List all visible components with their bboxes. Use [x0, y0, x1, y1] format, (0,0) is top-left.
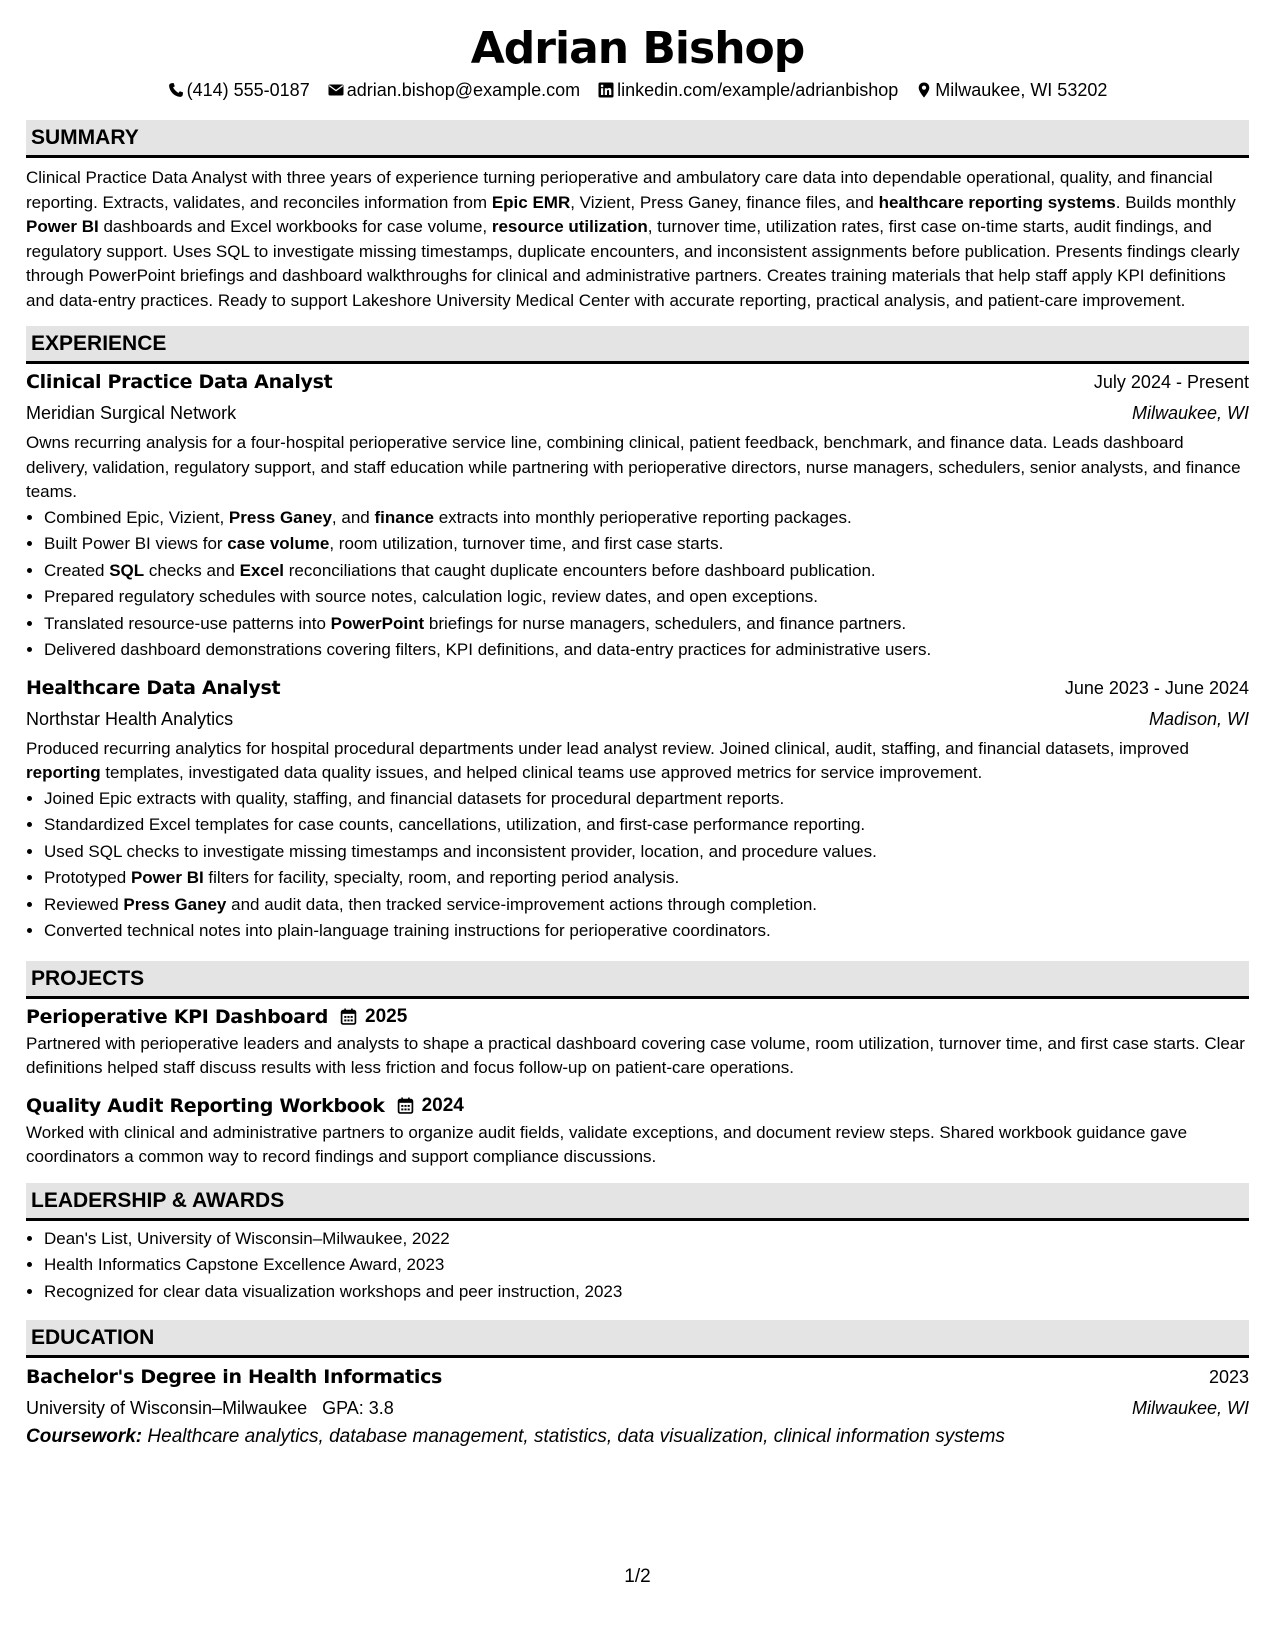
- list-item: • Translated resource-use patterns into PowerPoint briefings for nurse managers, schedulers, and finance partners.: [44, 611, 1249, 638]
- contact-location: [916, 78, 1107, 102]
- summary-keyword: healthcare reporting systems: [878, 192, 1116, 212]
- calendar-icon: [397, 1097, 414, 1114]
- project-date: [340, 1006, 407, 1028]
- contact-bar: [26, 78, 1249, 102]
- coursework: [26, 1423, 1249, 1451]
- email-text[interactable]: adrian.bishop@example.com: [346, 80, 581, 100]
- section-heading-leadership: LEADERSHIP & AWARDS: [26, 1183, 1249, 1221]
- experience-entry: [26, 367, 1249, 664]
- candidate-name: Adrian Bishop: [470, 23, 805, 74]
- project-entry: [26, 1002, 1249, 1081]
- list-item: • Joined Epic extracts with quality, staffing, and financial datasets for procedural department reports.: [44, 786, 1249, 813]
- job-header: [26, 367, 1249, 398]
- summary-text: Clinical Practice Data Analyst with three years of experience turning perioperative and ambulatory care data into dependable operational, quality, and financial reporting. Extracts, validates, and reconciles information from: [26, 168, 1213, 212]
- degree-title: Bachelor's Degree in Health Informatics: [26, 1366, 443, 1388]
- list-item: • Reviewed Press Ganey and audit data, then tracked service-improvement actions through completion.: [44, 892, 1249, 919]
- school-location: Milwaukee, WI: [1131, 1398, 1249, 1418]
- job-summary: Produced recurring analytics for hospital procedural departments under lead analyst review. Joined clinical, audit, staffing, and financial datasets, improved reporting templates, investigated data quality issues, and helped clinical teams use approved metrics for service improvement.: [26, 738, 1189, 782]
- location-text: Milwaukee, WI 53202: [935, 80, 1108, 100]
- company-name: Northstar Health Analytics: [26, 708, 234, 729]
- section-heading-education: EDUCATION: [26, 1320, 1249, 1358]
- job-dates: June 2023 - June 2024: [1064, 677, 1249, 698]
- project-header: [26, 1091, 1249, 1121]
- job-summary: Owns recurring analysis for a four-hospital perioperative service line, combining clinical, patient feedback, benchmark, and finance data. Leads dashboard delivery, validation, regulatory support, and staff education while partnering with perioperative directors, nurse managers, schedulers, senior analysts, and finance teams.: [26, 433, 1241, 501]
- summary-keyword: Epic EMR: [491, 192, 571, 212]
- graduation-year: 2023: [1208, 1367, 1249, 1387]
- coursework-label: Coursework:: [26, 1426, 143, 1447]
- job-title: Clinical Practice Data Analyst: [26, 371, 333, 393]
- list-item: • Recognized for clear data visualization workshops and peer instruction, 2023: [44, 1279, 1249, 1306]
- coursework-list: Healthcare analytics, database management, statistics, data visualization, clinical information systems: [147, 1426, 1005, 1447]
- list-item: • Used SQL checks to investigate missing timestamps and inconsistent provider, location, and procedure values.: [44, 839, 1249, 866]
- project-description: Worked with clinical and administrative partners to organize audit fields, validate exceptions, and document review steps. Shared workbook guidance gave coordinators a common way to record findings and support compliance discussions.: [26, 1122, 1188, 1166]
- map-pin-icon: [916, 82, 932, 98]
- summary-keyword: Power BI: [26, 217, 99, 236]
- list-item: • Standardized Excel templates for case counts, cancellations, utilization, and first-case performance reporting.: [44, 812, 1249, 839]
- phone-text: (414) 555-0187: [186, 80, 310, 100]
- job-bullets: [26, 786, 1249, 945]
- gpa: GPA: 3.8: [322, 1398, 394, 1418]
- project-title: Perioperative KPI Dashboard: [26, 1005, 329, 1028]
- envelope-icon: [328, 82, 344, 98]
- section-heading-projects: PROJECTS: [26, 961, 1249, 999]
- summary-text: , Vizient, Press Ganey, finance files, and: [570, 192, 879, 212]
- job-location: Madison, WI: [1148, 708, 1249, 729]
- project-description: Partnered with perioperative leaders and analysts to shape a practical dashboard covering case volume, room utilization, turnover time, and first case starts. Clear definitions helped staff discuss results with less friction and focus follow-up on patient-care operations.: [26, 1033, 1245, 1077]
- summary-keyword: resource utilization: [491, 217, 648, 236]
- page-number: 1/2: [624, 1566, 651, 1587]
- list-item: • Created SQL checks and Excel reconciliations that caught duplicate encounters before dashboard publication.: [44, 558, 1249, 585]
- job-location: Milwaukee, WI: [1131, 403, 1249, 423]
- education-entry: [26, 1362, 1249, 1451]
- summary-text: dashboards and Excel workbooks for case volume,: [98, 217, 492, 236]
- experience-entry: [26, 673, 1249, 945]
- project-year: 2025: [365, 1005, 408, 1027]
- project-year: 2024: [421, 1094, 464, 1116]
- job-subheader: [26, 398, 1249, 428]
- leadership-list: [26, 1226, 1249, 1306]
- education-header: [26, 1362, 1249, 1393]
- job-bullets: [26, 505, 1249, 664]
- list-item: • Prepared regulatory schedules with source notes, calculation logic, review dates, and open exceptions.: [44, 584, 1249, 611]
- summary-text: . Builds monthly: [1115, 192, 1236, 212]
- project-title: Quality Audit Reporting Workbook: [26, 1094, 385, 1117]
- project-date: [397, 1095, 464, 1117]
- job-title: Healthcare Data Analyst: [26, 676, 281, 699]
- contact-phone: [168, 78, 310, 102]
- list-item: • Dean's List, University of Wisconsin–Milwaukee, 2022: [44, 1226, 1249, 1253]
- summary-text: , turnover time, utilization rates, first case on-time starts, audit findings, and regulatory support. Uses SQL to investigate missing timestamps, duplicate encounters, and inconsistent assignments before publication. Presents findings clearly through PowerPoint briefings and dashboard walkthroughs for clinical and administrative partners. Creates training materials that help staff apply KPI definitions and data-entry practices. Ready to support Lakeshore University Medical Center with accurate reporting, practical analysis, and patient-care improvement.: [26, 217, 1240, 310]
- section-heading-summary: SUMMARY: [26, 120, 1249, 158]
- list-item: • Converted technical notes into plain-language training instructions for perioperative coordinators.: [44, 918, 1249, 945]
- school-info: [26, 1393, 394, 1423]
- list-item: • Built Power BI views for case volume, room utilization, turnover time, and first case starts.: [44, 531, 1249, 558]
- company-name: Meridian Surgical Network: [26, 403, 237, 423]
- project-header: [26, 1002, 1249, 1032]
- calendar-icon: [340, 1008, 357, 1025]
- section-heading-experience: EXPERIENCE: [26, 326, 1249, 364]
- summary-paragraph: [26, 166, 1249, 313]
- resume-page: [26, 22, 1249, 1451]
- job-dates: July 2024 - Present: [1093, 372, 1249, 392]
- school-name: University of Wisconsin–Milwaukee: [26, 1398, 308, 1418]
- phone-icon: [168, 82, 184, 98]
- job-subheader: [26, 704, 1249, 734]
- job-header: [26, 673, 1249, 704]
- list-item: • Health Informatics Capstone Excellence Award, 2023: [44, 1252, 1249, 1279]
- list-item: • Prototyped Power BI filters for facility, specialty, room, and reporting period analysis.: [44, 865, 1249, 892]
- linkedin-icon: [598, 82, 614, 98]
- list-item: • Delivered dashboard demonstrations covering filters, KPI definitions, and data-entry practices for administrative users.: [44, 637, 1249, 664]
- contact-email[interactable]: [328, 78, 580, 102]
- education-subheader: [26, 1393, 1249, 1423]
- contact-linkedin[interactable]: [598, 78, 898, 102]
- list-item: • Combined Epic, Vizient, Press Ganey, and finance extracts into monthly perioperative reporting packages.: [44, 505, 1249, 532]
- linkedin-text[interactable]: linkedin.com/example/adrianbishop: [617, 80, 899, 100]
- project-entry: [26, 1091, 1249, 1170]
